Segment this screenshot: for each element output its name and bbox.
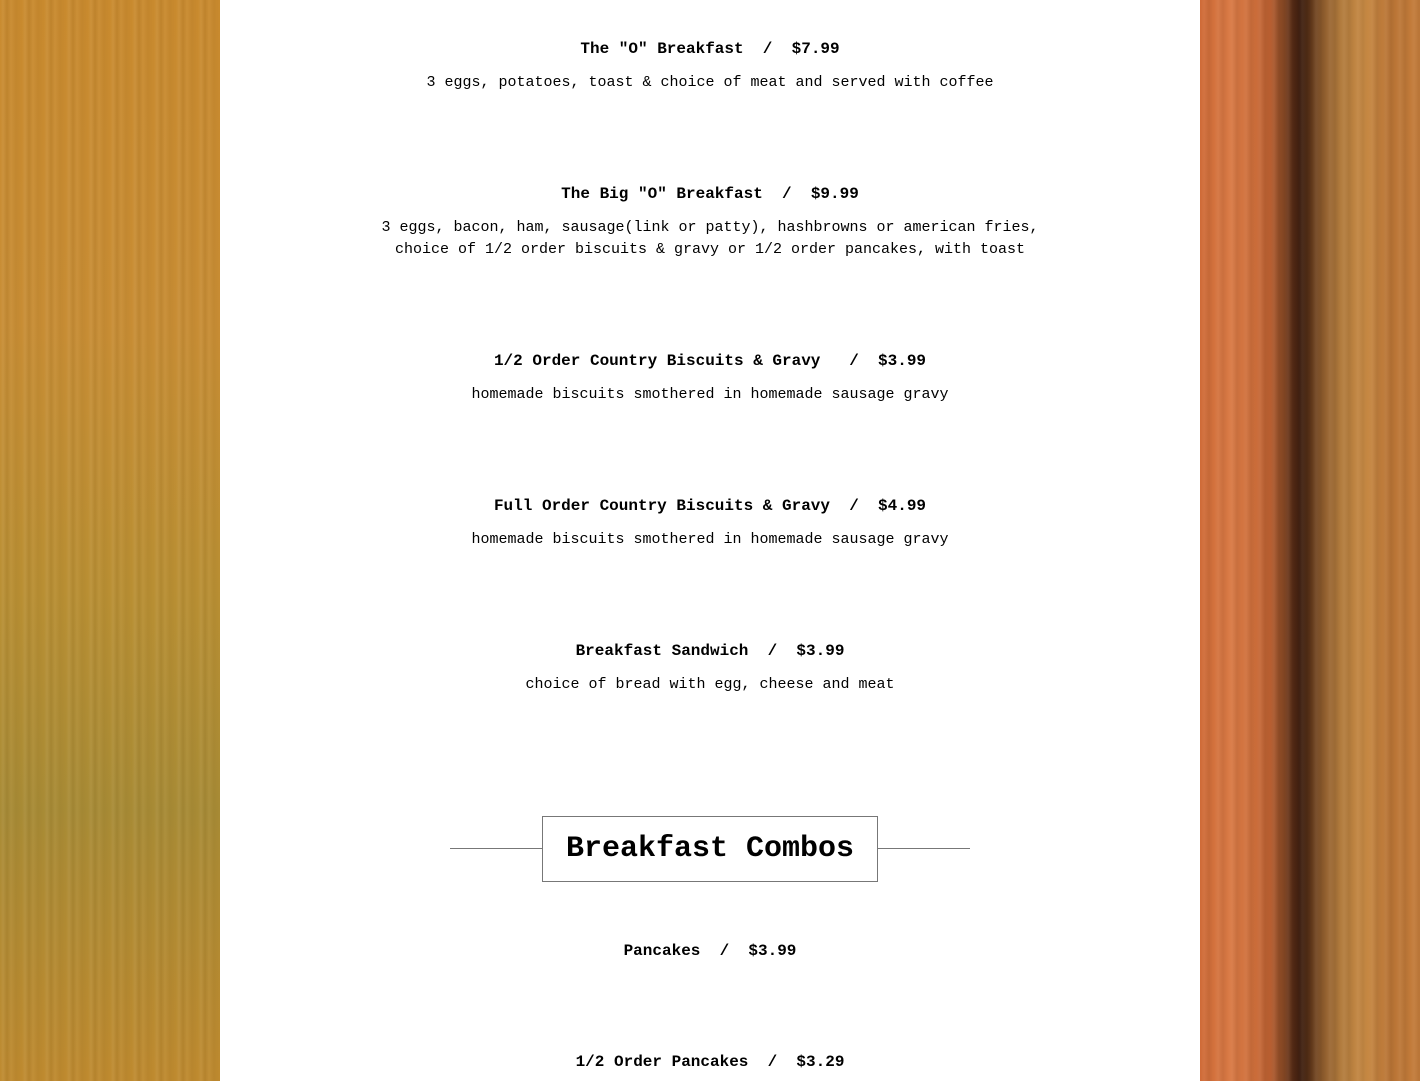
wood-background-right [1200,0,1420,1081]
menu-item-half-biscuits-gravy [220,350,1200,406]
section-header-breakfast-combos [220,816,1200,882]
menu-item-breakfast-sandwich [220,640,1200,696]
section-heading: Breakfast Combos [542,816,878,882]
menu-item-description: choice of bread with egg, cheese and meat [525,676,895,693]
menu-item-full-biscuits-gravy [220,495,1200,551]
menu-item-description: 3 eggs, potatoes, toast & choice of meat and served with coffee [426,74,994,91]
menu-item-half-pancakes [220,1051,1200,1073]
menu-item-o-breakfast [220,38,1200,94]
menu-item-title: Breakfast Sandwich / $3.99 [575,642,845,660]
menu-item-pancakes [220,940,1200,962]
menu-item-title: Pancakes / $3.99 [623,942,797,960]
menu-item-title: Full Order Country Biscuits & Gravy / $4.99 [493,497,927,515]
menu-item-title: The Big "O" Breakfast / $9.99 [561,185,859,203]
menu-item-title: 1/2 Order Country Biscuits & Gravy / $3.99 [493,352,927,370]
section-divider-left [450,848,542,849]
menu-item-description: homemade biscuits smothered in homemade sausage gravy [471,386,949,403]
menu-item-description: homemade biscuits smothered in homemade sausage gravy [471,531,949,548]
section-divider-right [878,848,970,849]
menu-panel [220,0,1200,1081]
menu-item-title: The "O" Breakfast / $7.99 [580,40,840,58]
menu-item-description: 3 eggs, bacon, ham, sausage(link or patty), hashbrowns or american fries, choice of 1/2 order biscuits & gravy or 1/2 order pancakes, with toast [381,219,1039,258]
menu-item-title: 1/2 Order Pancakes / $3.29 [575,1053,845,1071]
menu-item-big-o-breakfast [220,183,1200,261]
